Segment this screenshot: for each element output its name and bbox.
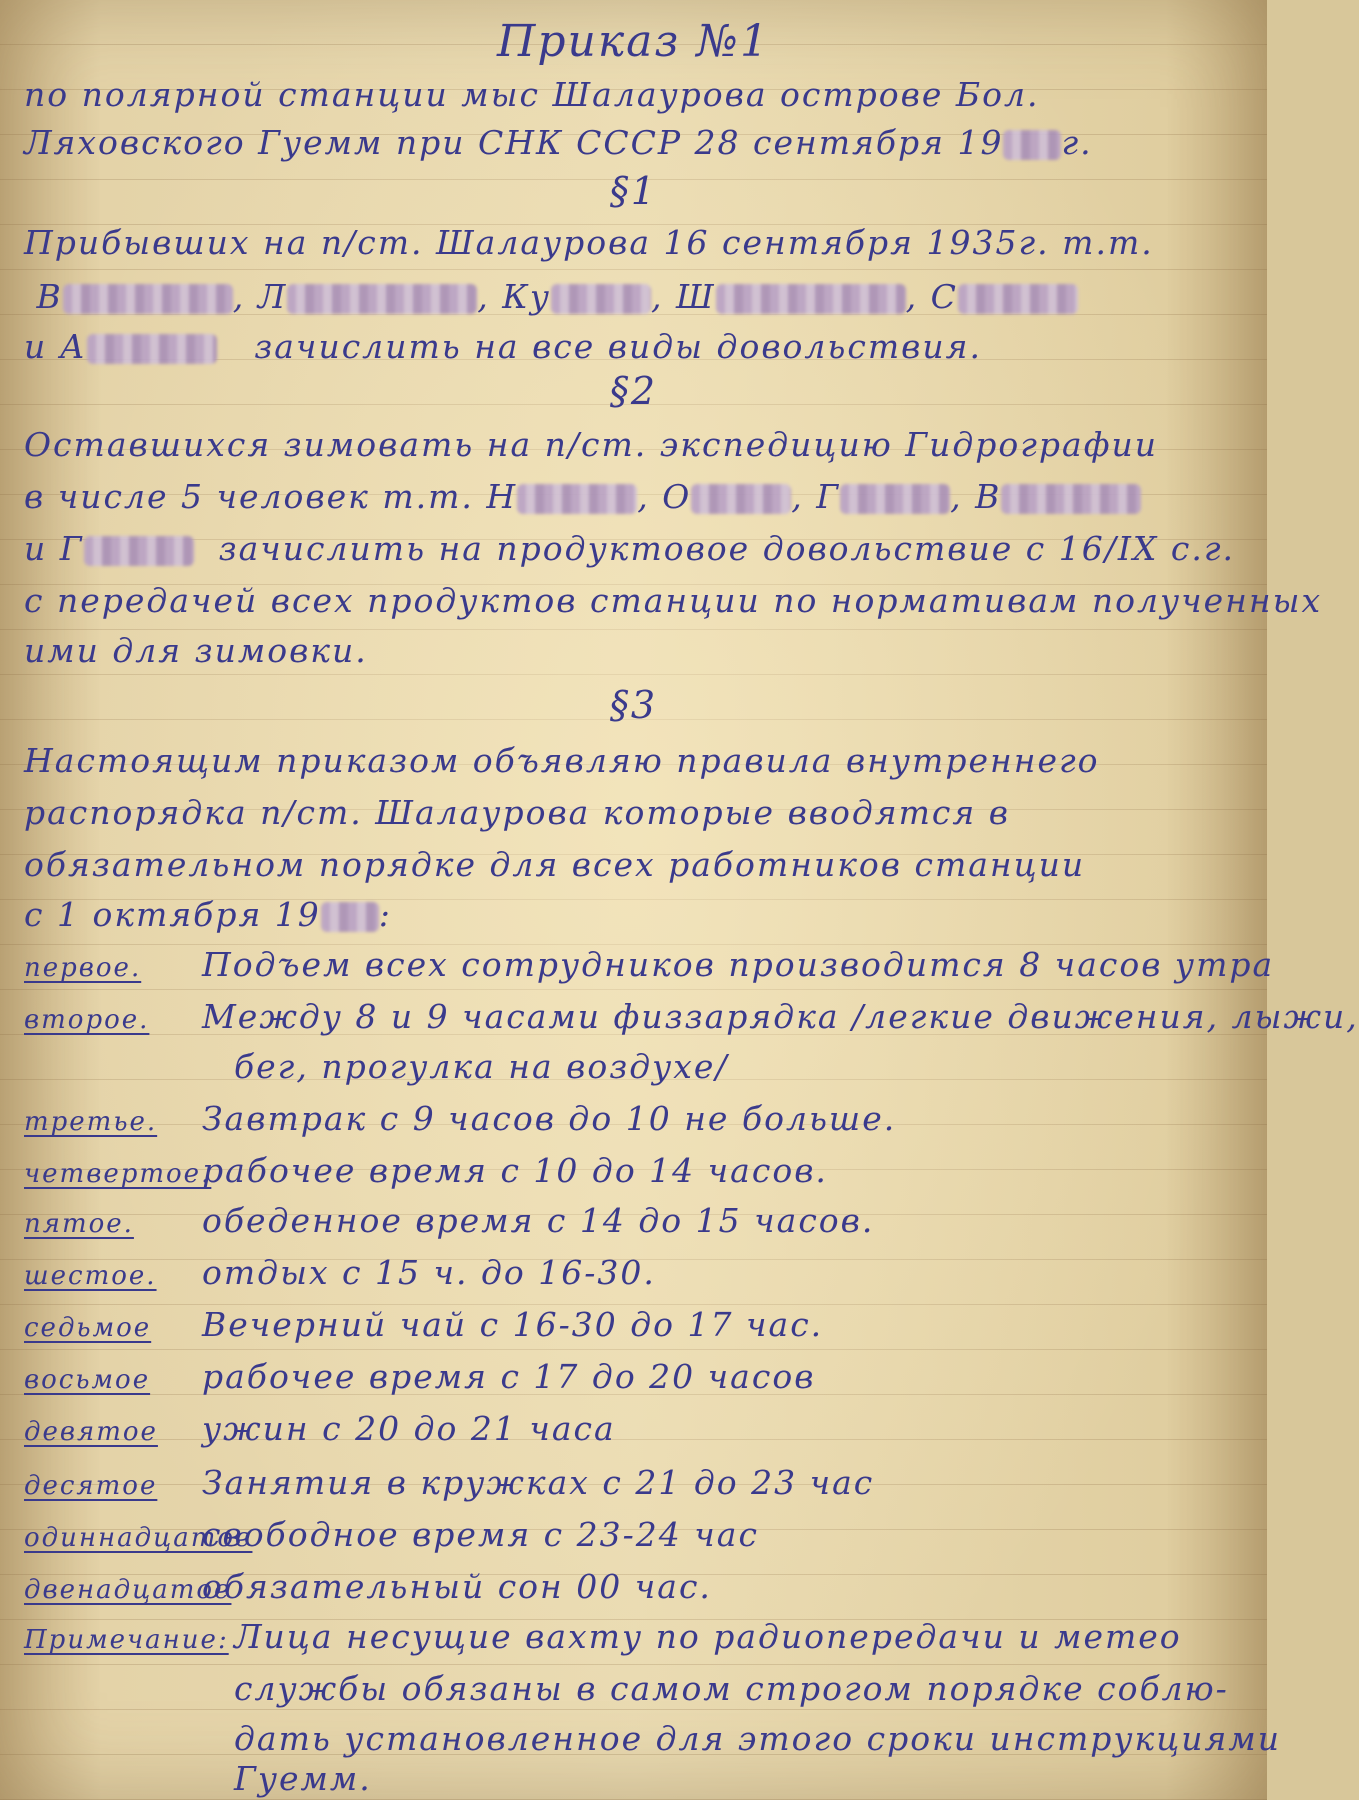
redacted-year	[321, 902, 379, 932]
section-3-line-4-text: с 1 октября 19	[24, 895, 321, 934]
name-initial: Ку	[502, 277, 551, 316]
schedule-label: двенадцатое	[24, 1575, 232, 1605]
schedule-item	[24, 1408, 1237, 1450]
schedule-label: третье.	[24, 1107, 158, 1137]
redacted-name	[551, 284, 651, 314]
section-2-line-1: Оставшихся зимовать на п/ст. экспедицию Гидрографии	[24, 425, 1159, 464]
schedule-item	[24, 1098, 1237, 1140]
name-initial: Л	[257, 277, 288, 316]
redacted-name	[958, 284, 1078, 314]
redacted-name	[840, 484, 950, 514]
note-text: Лица несущие вахту по радиопередачи и метео	[234, 1617, 1182, 1656]
redacted-name	[1001, 484, 1141, 514]
section-2-line-5: ими для зимовки.	[24, 631, 368, 670]
schedule-text: Вечерний чай с 16-30 до 17 час.	[202, 1305, 824, 1344]
section-2-line-2: в числе 5 человек т.т. Н , О , Г , В	[24, 476, 1237, 518]
schedule-label: десятое	[24, 1471, 158, 1501]
schedule-item-continued	[24, 1046, 1237, 1088]
schedule-label: пятое.	[24, 1209, 134, 1239]
schedule-item	[24, 1566, 1237, 1608]
redacted-year	[1003, 130, 1061, 160]
section-1-line-3	[24, 326, 1237, 368]
section-3-line-3: обязательном порядке для всех работников станции	[24, 845, 1086, 884]
schedule-text: Занятия в кружках с 21 до 23 час	[202, 1463, 875, 1502]
redacted-name	[691, 484, 791, 514]
redacted-name	[517, 484, 637, 514]
redacted-name	[87, 334, 217, 364]
schedule-text: отдых с 15 ч. до 16-30.	[202, 1253, 656, 1292]
schedule-text: ужин с 20 до 21 часа	[202, 1409, 616, 1448]
section-2-line-3-text: зачислить на продуктовое довольствие с 16/IX с.г.	[218, 529, 1236, 568]
name-initial: А	[59, 327, 87, 366]
schedule-label: одиннадцатое	[24, 1523, 253, 1553]
section-1-names: В , Л , Ку , Ш , С	[24, 276, 1237, 318]
section-3-line-1: Настоящим приказом объявляю правила внутреннего	[24, 741, 1100, 780]
schedule-label: восьмое	[24, 1365, 151, 1395]
section-2-number: §2	[609, 369, 658, 413]
name-initial: С	[930, 277, 958, 316]
schedule-item	[24, 1462, 1237, 1504]
schedule-label: шестое.	[24, 1261, 157, 1291]
note-label: Примечание:	[24, 1625, 229, 1655]
schedule-label: первое.	[24, 953, 142, 983]
section-3-line-4	[24, 894, 1237, 936]
schedule-text: Завтрак с 9 часов до 10 не больше.	[202, 1099, 897, 1138]
intro-line-1: по полярной станции мыс Шалаурова острове Бол.	[24, 75, 1040, 114]
schedule-text: Между 8 и 9 часами физзарядка /легкие движения, лыжи,	[202, 997, 1359, 1036]
section-3-line-2: распорядка п/ст. Шалаурова которые вводятся в	[24, 793, 1010, 832]
note-line-3: дать установленное для этого сроки инструкциями	[234, 1719, 1281, 1758]
schedule-label: четвертое.	[24, 1159, 212, 1189]
section-1-number: §1	[609, 169, 658, 213]
schedule-item	[24, 1356, 1237, 1398]
intro-line-2-end: г.	[1061, 123, 1093, 162]
schedule-label: седьмое	[24, 1313, 152, 1343]
redacted-name	[63, 284, 233, 314]
section-2-line-3-start: и Г	[24, 529, 84, 568]
note-line-2: службы обязаны в самом строгом порядке соблю-	[234, 1669, 1229, 1708]
and-word: и	[24, 327, 48, 366]
section-1-line-1: Прибывших на п/ст. Шалаурова 16 сентября 1935г. т.т.	[24, 223, 1154, 262]
schedule-item	[24, 1150, 1237, 1192]
section-3-number: §3	[609, 683, 658, 727]
schedule-item	[24, 944, 1275, 986]
schedule-text: обеденное время с 14 до 15 часов.	[202, 1201, 875, 1240]
section-2-line-4: с передачей всех продуктов станции по нормативам полученных	[24, 581, 1323, 620]
redacted-name	[287, 284, 477, 314]
schedule-text: обязательный сон 00 час.	[202, 1567, 712, 1606]
name-initial: Ш	[675, 277, 716, 316]
redacted-name	[716, 284, 906, 314]
schedule-item	[24, 1304, 1237, 1346]
schedule-item	[24, 1252, 1237, 1294]
section-2-line-3	[24, 528, 1237, 570]
name-initial: Г	[816, 477, 841, 516]
section-2-line-2-text: в числе 5 человек т.т.	[24, 477, 474, 516]
schedule-item	[24, 996, 1359, 1038]
intro-line-2-text: Ляховского Гуемм при СНК СССР 28 сентября 19	[24, 123, 1004, 162]
name-initial: В	[36, 277, 63, 316]
section-1-line-3-text: зачислить на все виды довольствия.	[254, 327, 982, 366]
schedule-label: девятое	[24, 1417, 158, 1447]
note-line-4: Гуемм.	[234, 1759, 372, 1798]
schedule-text: бег, прогулка на воздухе/	[234, 1047, 729, 1086]
section-3-line-4-end: :	[378, 895, 392, 934]
schedule-label: второе.	[24, 1005, 150, 1035]
schedule-item	[24, 1200, 1237, 1242]
name-initial: Н	[486, 477, 518, 516]
intro-line-2	[24, 122, 1237, 164]
name-initial: О	[662, 477, 692, 516]
order-title: Приказ №1	[497, 16, 770, 67]
schedule-text: Подъем всех сотрудников производится 8 часов утра	[202, 945, 1275, 984]
schedule-item	[24, 1514, 1237, 1556]
schedule-text: рабочее время с 17 до 20 часов	[202, 1357, 816, 1396]
schedule-text: свободное время с 23-24 час	[202, 1515, 759, 1554]
redacted-name	[84, 536, 194, 566]
schedule-text: рабочее время с 10 до 14 часов.	[202, 1151, 828, 1190]
note-line-1	[24, 1616, 1237, 1658]
name-initial: В	[975, 477, 1002, 516]
